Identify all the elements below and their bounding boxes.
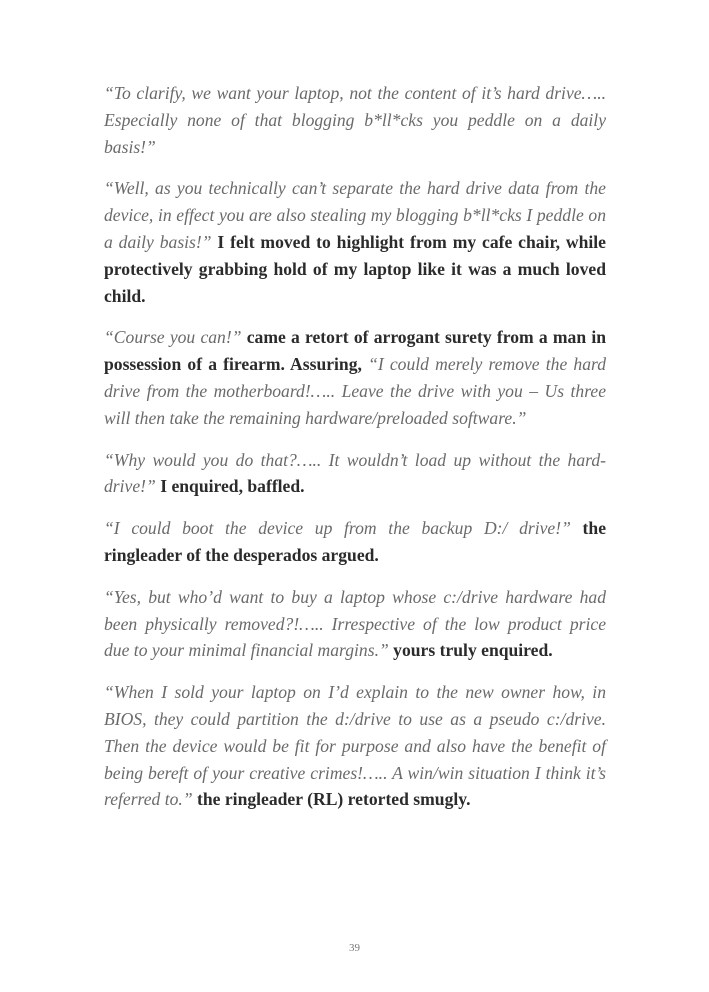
dialogue-text: “I could merely remove the hard drive from the motherboard!….. Leave the drive with you – Us three will then take the remaining hardware/preloaded software.” xyxy=(104,354,606,428)
narration-text: the ringleader (RL) retorted smugly. xyxy=(192,789,471,810)
paragraph-1 xyxy=(104,80,606,160)
narration-text: yours truly enquired. xyxy=(388,640,553,661)
paragraph-2 xyxy=(104,175,606,309)
page-number: 39 xyxy=(349,942,360,954)
paragraph-4 xyxy=(104,447,606,501)
body-text xyxy=(104,80,606,828)
paragraph-5 xyxy=(104,515,606,569)
dialogue-text: “Well, as you technically can’t separate the hard drive data from the device, in effect you are also stealing my blogging b*ll*cks I peddle on a daily basis!” xyxy=(104,178,606,252)
paragraph-3 xyxy=(104,324,606,431)
dialogue-text: “To clarify, we want your laptop, not the content of it’s hard drive….. Especially none of that blogging b*ll*cks you peddle on a daily basis!” xyxy=(104,83,606,157)
dialogue-text: “When I sold your laptop on I’d explain to the new owner how, in BIOS, they could partition the d:/drive to use as a pseudo c:/drive. Then the device would be fit for purpose and also have the benefit of being bereft of your creative crimes!….. A win/win situation I think it’s referred to.” xyxy=(104,682,606,810)
dialogue-text: “I could boot the device up from the backup D:/ drive!” xyxy=(104,518,571,539)
narration-text: I enquired, baffled. xyxy=(155,476,305,497)
dialogue-text: “Yes, but who’d want to buy a laptop whose c:/drive hardware had been physically removed?!….. Irrespective of the low product price due to your minimal financial margins.” xyxy=(104,586,606,661)
narration-text: came a retort of arrogant surety from a man in possession of a firearm. Assuring, xyxy=(104,327,606,375)
narration-text: the ringleader of the desperados argued. xyxy=(104,518,606,565)
dialogue-text: “Why would you do that?….. It wouldn’t load up without the hard-drive!” xyxy=(104,449,606,497)
dialogue-text: “Course you can!” xyxy=(104,327,242,348)
paragraph-6 xyxy=(104,584,606,664)
narration-text: I felt moved to highlight from my cafe chair, while protectively grabbing hold of my laptop like it was a much loved child. xyxy=(104,231,606,306)
paragraph-7 xyxy=(104,679,606,813)
